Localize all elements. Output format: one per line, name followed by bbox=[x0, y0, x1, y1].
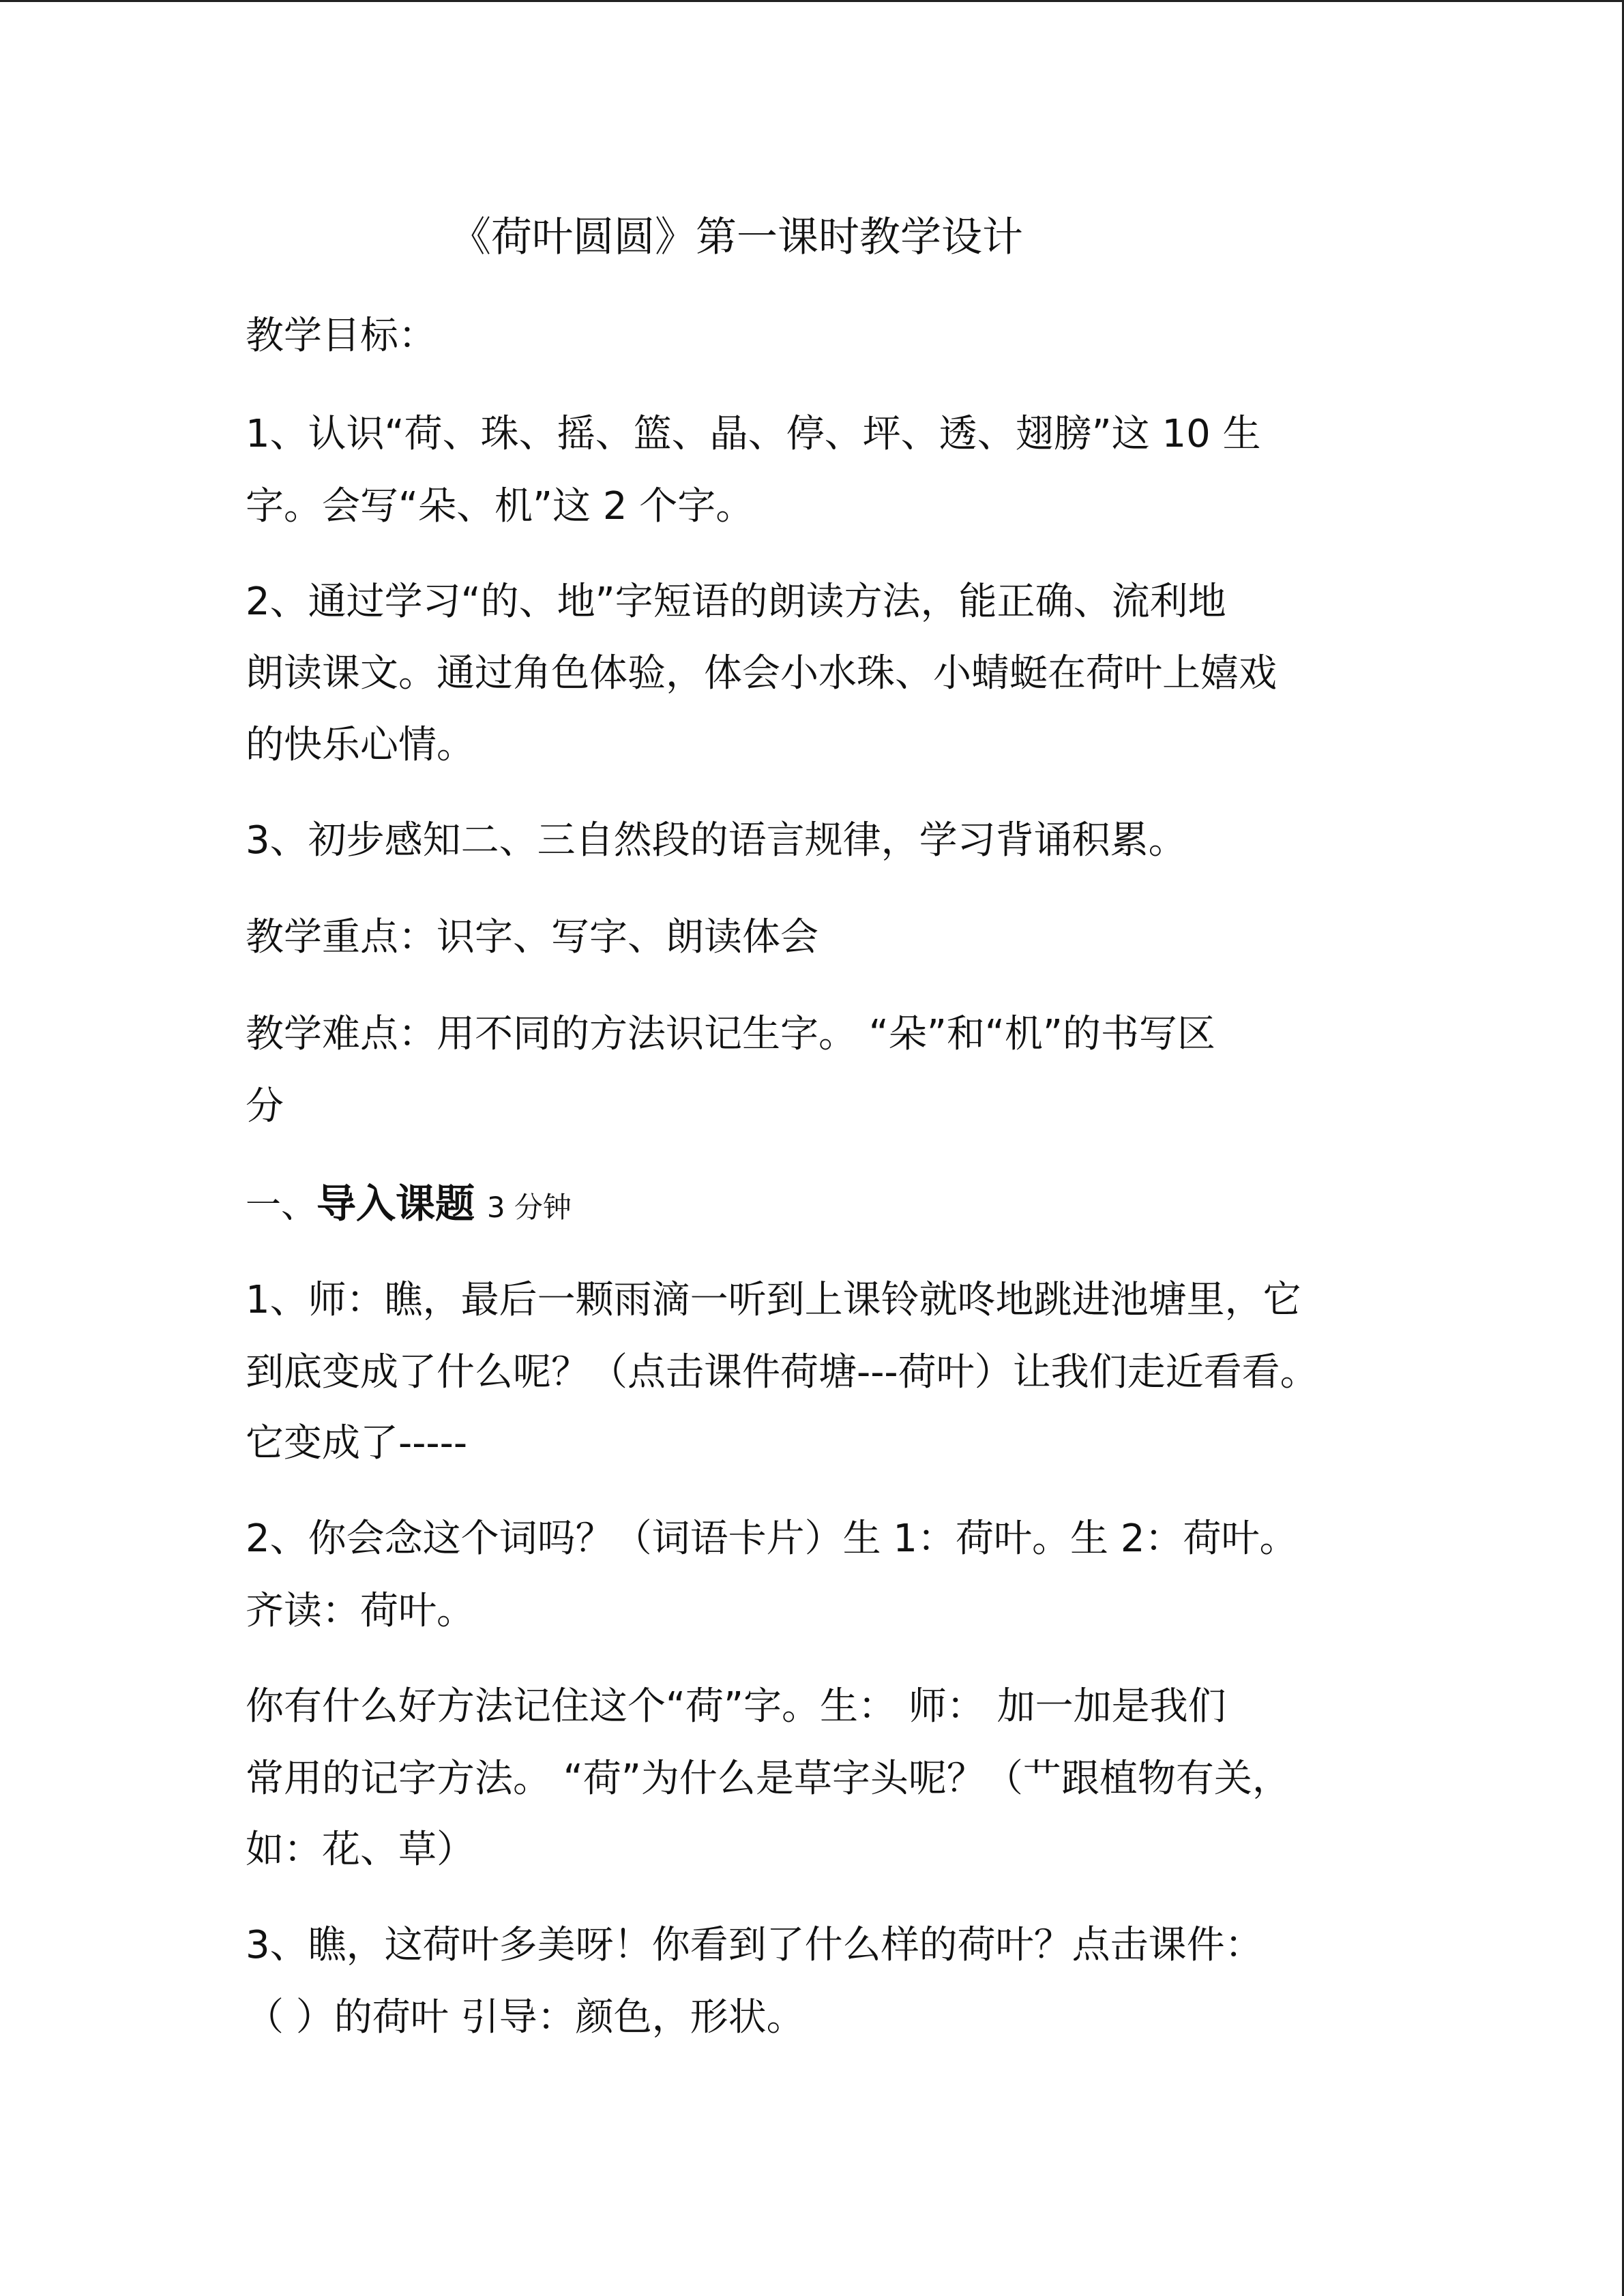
document-title: 《荷叶圆圆》第一课时教学设计 bbox=[450, 213, 1023, 261]
step-2b-line-3: 如：花、草） bbox=[246, 1828, 475, 1872]
step-1-line-3: 它变成了----- bbox=[246, 1421, 468, 1465]
section-1-time: 3 分钟 bbox=[486, 1191, 572, 1224]
objectives-heading: 教学目标： bbox=[246, 314, 437, 358]
step-3-line-1: 3、瞧，这荷叶多美呀！你看到了什么样的荷叶？点击课件： bbox=[246, 1923, 1263, 1967]
step-2-line-2: 齐读：荷叶。 bbox=[246, 1589, 475, 1633]
section-1-title: 导入课题 bbox=[316, 1180, 475, 1227]
step-1-line-2: 到底变成了什么呢？（点击课件荷塘---荷叶）让我们走近看看。 bbox=[246, 1350, 1318, 1395]
objective-2-line-1: 2、通过学习“的、地”字短语的朗读方法，能正确、流利地 bbox=[246, 580, 1226, 624]
difficulty-line-1: 教学难点：用不同的方法识记生字。 “朵”和“机”的书写区 bbox=[246, 1012, 1215, 1056]
step-1-line-1: 1、师：瞧，最后一颗雨滴一听到上课铃就咚地跳进池塘里，它 bbox=[246, 1278, 1301, 1322]
difficulty-line-2: 分 bbox=[246, 1084, 284, 1129]
objective-1-line-1: 1、认识“荷、珠、摇、篮、晶、停、坪、透、翅膀”这 10 生 bbox=[246, 412, 1261, 456]
section-1-heading bbox=[246, 1180, 572, 1232]
step-3-line-2: （ ）的荷叶 引导：颜色，形状。 bbox=[246, 1995, 805, 2040]
key-points: 教学重点：识字、写字、朗读体会 bbox=[246, 915, 818, 959]
step-2-line-1: 2、你会念这个词吗？（词语卡片）生 1：荷叶。生 2：荷叶。 bbox=[246, 1517, 1298, 1561]
objective-2-line-2: 朗读课文。通过角色体验，体会小水珠、小蜻蜓在荷叶上嬉戏 bbox=[246, 651, 1277, 696]
objective-1-line-2: 字。会写“朵、机”这 2 个字。 bbox=[246, 484, 754, 528]
step-2b-line-1: 你有什么好方法记住这个“荷”字。生： 师： 加一加是我们 bbox=[246, 1684, 1226, 1729]
objective-2-line-3: 的快乐心情。 bbox=[246, 723, 475, 767]
objective-3: 3、初步感知二、三自然段的语言规律，学习背诵积累。 bbox=[246, 818, 1187, 863]
section-1-prefix: 一、 bbox=[246, 1185, 317, 1226]
step-2b-line-2: 常用的记字方法。 “荷”为什么是草字头呢？（艹跟植物有关， bbox=[246, 1757, 1290, 1801]
